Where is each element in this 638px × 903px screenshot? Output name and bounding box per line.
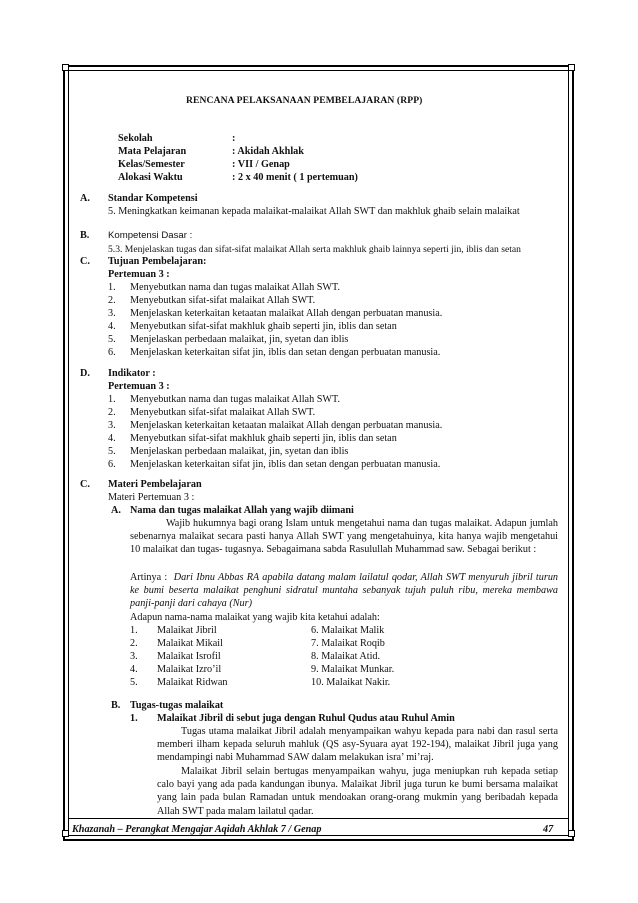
angel-name: 7. Malaikat Roqib xyxy=(311,638,385,649)
angel-name: Malaikat Mikail xyxy=(157,638,223,649)
list-number: 1. xyxy=(108,282,116,293)
list-number: 5. xyxy=(108,334,116,345)
section-letter: B. xyxy=(80,230,90,241)
subsection-letter: A. xyxy=(111,505,121,516)
border-corner-ornament xyxy=(568,830,575,837)
subsection-heading: Tugas-tugas malaikat xyxy=(130,700,224,711)
identity-label: Alokasi Waktu xyxy=(118,172,183,183)
list-number: 3. xyxy=(108,308,116,319)
angel-name: Malaikat Izro’il xyxy=(157,664,222,675)
angel-name: 10. Malaikat Nakir. xyxy=(311,677,391,688)
footer-book-title: Khazanah – Perangkat Mengajar Aqidah Akhlak 7 / Genap xyxy=(72,824,322,835)
identity-label: Kelas/Semester xyxy=(118,159,185,170)
identity-label: Sekolah xyxy=(118,133,153,144)
paragraph: Tugas utama malaikat Jibril adalah menyampaikan wahyu kepada para nabi dan rasul serta memberi ilham kepada seluruh mahluk (QS asy-Syuara ayat 192-194), malaikat Jibril juga yang mendampingi nabi Muhammad SAW dalam melakukan isra’ mi’raj. xyxy=(157,726,558,764)
list-number: 2. xyxy=(130,638,138,649)
angel-name: Malaikat Ridwan xyxy=(157,677,228,688)
list-number: 4. xyxy=(108,433,116,444)
list-item: Menjelaskan keterkaitan sifat jin, iblis dan setan dengan perbuatan manusia. xyxy=(130,459,441,470)
list-item: Menyebutkan sifat-sifat malaikat Allah SWT. xyxy=(130,295,316,306)
identity-value: : VII / Genap xyxy=(232,159,290,170)
section-heading: Indikator : xyxy=(108,368,156,379)
angel-name: Malaikat Isrofil xyxy=(157,651,221,662)
list-item: Menjelaskan perbedaan malaikat, jin, syetan dan iblis xyxy=(130,446,349,457)
list-item: Menjelaskan keterkaitan ketaatan malaikat Allah dengan perbuatan manusia. xyxy=(130,420,443,431)
list-number: 6. xyxy=(108,459,116,470)
list-item: Menyebutkan nama dan tugas malaikat Allah SWT. xyxy=(130,282,341,293)
list-number: 5. xyxy=(108,446,116,457)
list-item: Menjelaskan perbedaan malaikat, jin, syetan dan iblis xyxy=(130,334,349,345)
page-number: 47 xyxy=(543,824,554,835)
list-number: 1. xyxy=(130,625,138,636)
artinya-text: Dari Ibnu Abbas RA apabila datang malam lailatul qodar, Allah SWT menyuruh jibril turun ke bumi beserta malaikat penghuni sidratul muntaha sebanyak tujuh puluh ribu, mereka membawa panji-panji dari cahaya (Nur) xyxy=(130,572,559,610)
list-intro: Adapun nama-nama malaikat yang wajib kita ketahui adalah: xyxy=(130,612,380,623)
identity-label: Mata Pelajaran xyxy=(118,146,187,157)
document-title: RENCANA PELAKSANAAN PEMBELAJARAN (RPP) xyxy=(186,95,423,106)
section-letter: D. xyxy=(80,368,90,379)
subsection-heading: Nama dan tugas malaikat Allah yang wajib diimani xyxy=(130,505,354,516)
section-heading: Tujuan Pembelajaran: xyxy=(108,256,207,267)
list-number: 4. xyxy=(130,664,138,675)
identity-value: : Akidah Akhlak xyxy=(232,146,304,157)
section-heading: Materi Pembelajaran xyxy=(108,479,202,490)
border-corner-ornament xyxy=(62,64,69,71)
list-number: 1. xyxy=(108,394,116,405)
footer-divider xyxy=(68,818,569,819)
border-corner-ornament xyxy=(568,64,575,71)
section-letter: C. xyxy=(80,479,90,490)
list-number: 6. xyxy=(108,347,116,358)
section-text: 5.3. Menjelaskan tugas dan sifat-sifat malaikat Allah serta makhluk ghaib lainnya seperti jin, iblis dan setan xyxy=(108,244,521,255)
list-item: Menjelaskan keterkaitan ketaatan malaikat Allah dengan perbuatan manusia. xyxy=(130,308,443,319)
list-item: Menyebutkan sifat-sifat malaikat Allah SWT. xyxy=(130,407,316,418)
list-item: Menyebutkan sifat-sifat makhluk ghaib seperti jin, iblis dan setan xyxy=(130,433,397,444)
angel-name: 9. Malaikat Munkar. xyxy=(311,664,395,675)
list-number: 5. xyxy=(130,677,138,688)
list-item: Menjelaskan keterkaitan sifat jin, iblis dan setan dengan perbuatan manusia. xyxy=(130,347,441,358)
identity-value: : 2 x 40 menit ( 1 pertemuan) xyxy=(232,172,358,183)
list-number: 3. xyxy=(108,420,116,431)
item-heading: Malaikat Jibril di sebut juga dengan Ruhul Qudus atau Ruhul Amin xyxy=(157,713,455,724)
section-subheading: Materi Pertemuan 3 : xyxy=(108,492,195,503)
section-letter: C. xyxy=(80,256,90,267)
angel-name: Malaikat Jibril xyxy=(157,625,217,636)
angel-name: 8. Malaikat Atid. xyxy=(311,651,381,662)
section-heading: Kompetensi Dasar : xyxy=(108,230,193,241)
angel-name: 6. Malaikat Malik xyxy=(311,625,385,636)
subsection-letter: B. xyxy=(111,700,121,711)
artinya-label: Artinya : xyxy=(130,572,168,583)
list-number: 2. xyxy=(108,407,116,418)
identity-value: : xyxy=(232,133,236,144)
section-heading: Standar Kompetensi xyxy=(108,193,198,204)
list-number: 1. xyxy=(130,713,138,724)
hadith-translation xyxy=(130,571,558,611)
section-subheading: Pertemuan 3 : xyxy=(108,269,170,280)
section-text: 5. Meningkatkan keimanan kepada malaikat-malaikat Allah SWT dan makhluk ghaib selain malaikat xyxy=(108,206,520,217)
list-number: 2. xyxy=(108,295,116,306)
section-subheading: Pertemuan 3 : xyxy=(108,381,170,392)
section-letter: A. xyxy=(80,193,90,204)
paragraph: Malaikat Jibril selain bertugas menyampaikan wahyu, juga meniupkan ruh kepada setiap calo bayi yang ada pada kandungan ibunya. Malaikat Jibril juga turun ke bumi bersama malaikat yang lain pada bulan Ramadan untuk mendoakan orang-orang mukmin yang beribadah kepada Allah SWT pada malam lailatul qadar. xyxy=(157,766,558,817)
list-number: 3. xyxy=(130,651,138,662)
list-number: 4. xyxy=(108,321,116,332)
list-item: Menyebutkan sifat-sifat makhluk ghaib seperti jin, iblis dan setan xyxy=(130,321,397,332)
list-item: Menyebutkan nama dan tugas malaikat Allah SWT. xyxy=(130,394,341,405)
paragraph: Wajib hukumnya bagi orang Islam untuk mengetahui nama dan tugas malaikat. Adapun jumlah sebenarnya malaikat secara pasti hanya Allah SWT yang mengetahuinya, kita hanya wajib mengetahui 10 malaikat dan tugas- tugasnya. Sebagaimana sabda Rasulullah Muhammad saw. Sebagai berikut : xyxy=(130,518,558,556)
border-corner-ornament xyxy=(62,830,69,837)
